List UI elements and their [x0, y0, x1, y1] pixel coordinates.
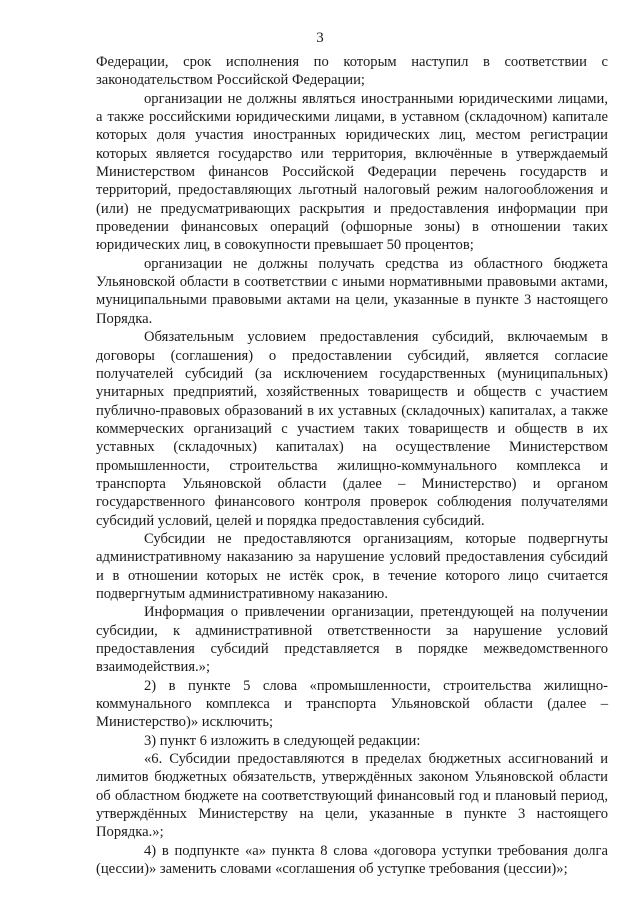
paragraph: Обязательным условием предоставления субсидий, включаемым в договоры (соглашения) о предоставлении субсидий, является согласие получателей субсидий (за исключением государственных (муниципальных) унитарных предприятий, хозяйственных товариществ и обществ с участием публично-правовых образований в их уставных (складочных) капиталах, а также коммерческих организаций с участием таких товариществ и обществ в их уставных (складочных) капиталах) на осуществление Министерством промышленности, строительства жилищно-коммунального комплекса и транспорта Ульяновской области (далее – Министерство) и органом государственного финансового контроля проверок соблюдения получателями субсидий условий, целей и порядка предоставления субсидий.	[96, 329, 608, 529]
paragraph: организации не должны являться иностранными юридическими лицами, а также российскими юридическими лицами, в уставном (складочном) капитале которых доля участия иностранных юридических лиц, местом регистрации которых является государство или территория, включённые в утверждаемый Министерством финансов Российской Федерации перечень государств и территорий, предоставляющих льготный налоговый режим налогообложения и (или) не предусматривающих раскрытия и предоставления информации при проведении финансовых операций (офшорные зоны) в отношении таких юридических лиц, в совокупности превышает 50 процентов;	[96, 90, 608, 254]
paragraph: организации не должны получать средства из областного бюджета Ульяновской области в соответствии с иными нормативными правовыми актами, муниципальными правовыми актами на цели, указанные в пункте 3 настоящего Порядка.	[96, 255, 608, 327]
paragraph: 3) пункт 6 изложить в следующей редакции:	[144, 732, 421, 749]
paragraph: Федерации, срок исполнения по которым наступил в соответствии с законодательством Российской Федерации;	[96, 54, 608, 89]
paragraph: Информация о привлечении организации, претендующей на получении субсидии, к административной ответственности за нарушение условий предоставления субсидий представляется в порядке межведомственного взаимодействия.»;	[96, 604, 608, 676]
document-body	[96, 53, 608, 878]
paragraph: 2) в пункте 5 слова «промышленности, строительства жилищно-коммунального комплекса и транспорта Ульяновской области (далее – Министерство)» исключить;	[96, 677, 608, 731]
paragraph: 4) в подпункте «а» пункта 8 слова «договора уступки требования долга (цессии)» заменить словами «соглашения об уступке требования (цессии)»;	[96, 842, 608, 878]
paragraph: «6. Субсидии предоставляются в пределах бюджетных ассигнований и лимитов бюджетных обязательств, утверждённых законом Ульяновской области об областном бюджете на соответствующий финансовый год и плановый период, утверждённых Министерству на цели, указанные в пункте 3 настоящего Порядка.»;	[96, 751, 608, 841]
page-number: 3	[316, 30, 324, 46]
paragraph: Субсидии не предоставляются организациям, которые подвергнуты административному наказанию за нарушение условий предоставления субсидий и в отношении которых не истёк срок, в течение которого лицо считается подвергнутым административному наказанию.	[96, 530, 608, 602]
